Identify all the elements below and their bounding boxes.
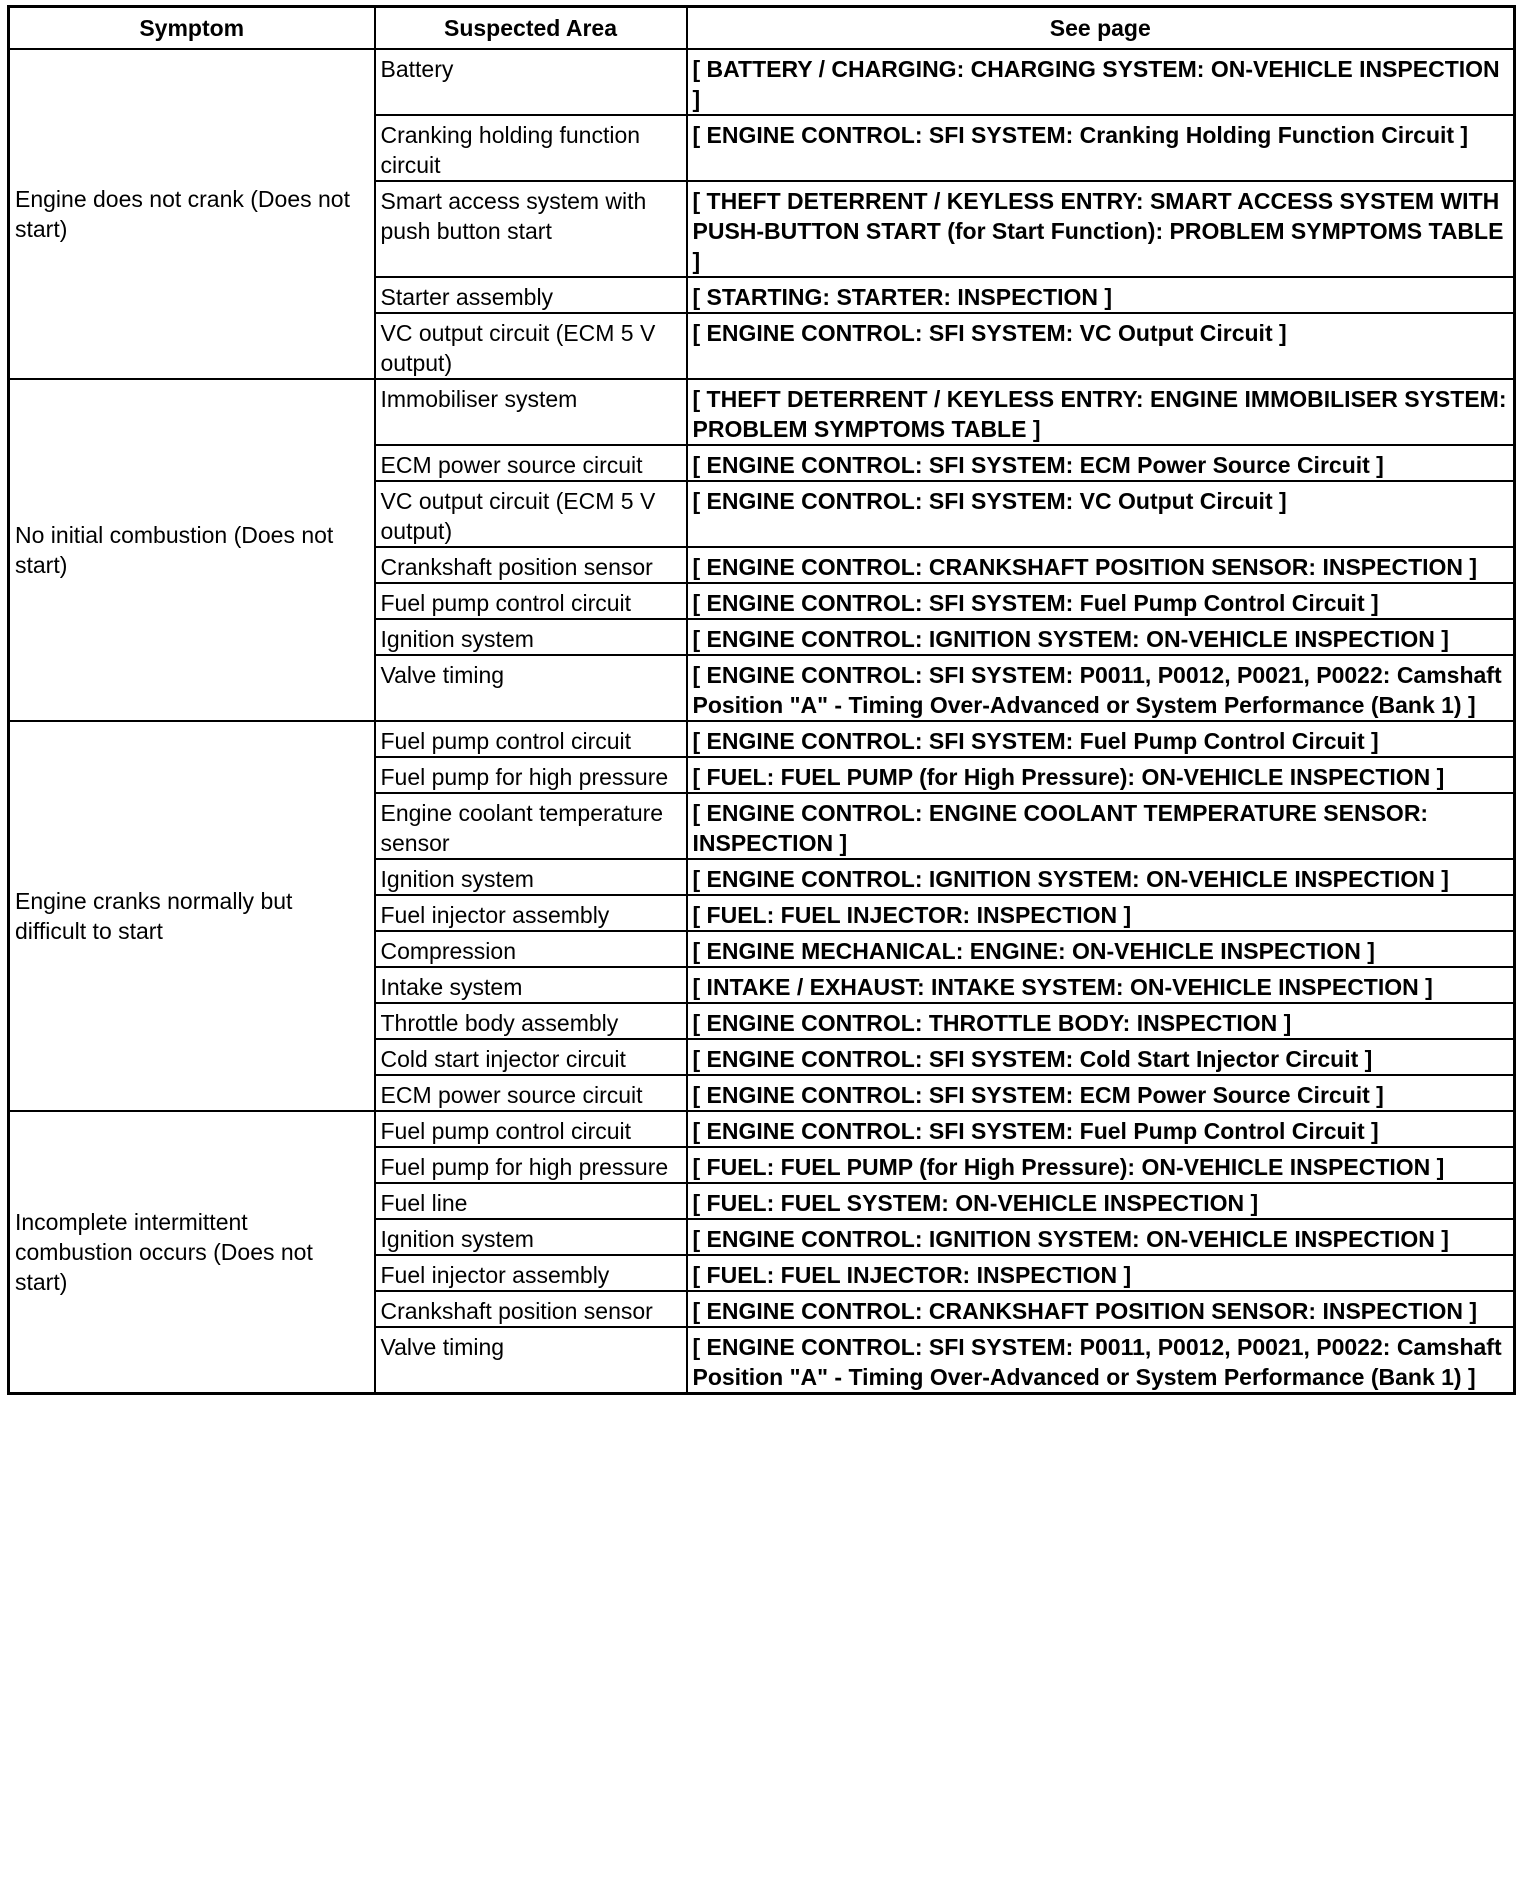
suspected-area-cell: Fuel injector assembly (375, 895, 687, 931)
see-page-link[interactable]: [ FUEL: FUEL PUMP (for High Pressure): ON-VEHICLE INSPECTION ] (687, 1147, 1515, 1183)
symptom-cell: Incomplete intermittent combustion occurs (Does not start) (9, 1111, 375, 1394)
header-suspected-area: Suspected Area (375, 7, 687, 50)
suspected-area-cell: Fuel pump for high pressure (375, 1147, 687, 1183)
suspected-area-cell: Fuel pump control circuit (375, 583, 687, 619)
suspected-area-cell: Ignition system (375, 619, 687, 655)
problem-symptoms-table (7, 5, 1516, 1395)
symptom-cell: Engine cranks normally but difficult to start (9, 721, 375, 1111)
table-row (9, 721, 1515, 757)
see-page-link[interactable]: [ ENGINE CONTROL: SFI SYSTEM: Cranking Holding Function Circuit ] (687, 115, 1515, 181)
see-page-link[interactable]: [ ENGINE CONTROL: SFI SYSTEM: VC Output Circuit ] (687, 313, 1515, 379)
see-page-link[interactable]: [ ENGINE CONTROL: SFI SYSTEM: ECM Power Source Circuit ] (687, 445, 1515, 481)
see-page-link[interactable]: [ ENGINE MECHANICAL: ENGINE: ON-VEHICLE INSPECTION ] (687, 931, 1515, 967)
symptom-cell: Engine does not crank (Does not start) (9, 49, 375, 379)
header-see-page: See page (687, 7, 1515, 50)
see-page-link[interactable]: [ ENGINE CONTROL: SFI SYSTEM: VC Output Circuit ] (687, 481, 1515, 547)
see-page-link[interactable]: [ ENGINE CONTROL: THROTTLE BODY: INSPECTION ] (687, 1003, 1515, 1039)
header-symptom: Symptom (9, 7, 375, 50)
suspected-area-cell: Ignition system (375, 1219, 687, 1255)
see-page-link[interactable]: [ ENGINE CONTROL: ENGINE COOLANT TEMPERATURE SENSOR: INSPECTION ] (687, 793, 1515, 859)
table-header (9, 7, 1515, 50)
see-page-link[interactable]: [ INTAKE / EXHAUST: INTAKE SYSTEM: ON-VEHICLE INSPECTION ] (687, 967, 1515, 1003)
see-page-link[interactable]: [ THEFT DETERRENT / KEYLESS ENTRY: ENGINE IMMOBILISER SYSTEM: PROBLEM SYMPTOMS TABLE ] (687, 379, 1515, 445)
table-row (9, 49, 1515, 115)
suspected-area-cell: Crankshaft position sensor (375, 1291, 687, 1327)
see-page-link[interactable]: [ ENGINE CONTROL: IGNITION SYSTEM: ON-VEHICLE INSPECTION ] (687, 619, 1515, 655)
suspected-area-cell: Fuel injector assembly (375, 1255, 687, 1291)
see-page-link[interactable]: [ FUEL: FUEL INJECTOR: INSPECTION ] (687, 895, 1515, 931)
suspected-area-cell: Compression (375, 931, 687, 967)
symptom-cell: No initial combustion (Does not start) (9, 379, 375, 721)
see-page-link[interactable]: [ ENGINE CONTROL: SFI SYSTEM: Fuel Pump Control Circuit ] (687, 721, 1515, 757)
suspected-area-cell: Intake system (375, 967, 687, 1003)
header-row (9, 7, 1515, 50)
table-body (9, 49, 1515, 1394)
suspected-area-cell: Fuel pump control circuit (375, 1111, 687, 1147)
see-page-link[interactable]: [ FUEL: FUEL INJECTOR: INSPECTION ] (687, 1255, 1515, 1291)
suspected-area-cell: Valve timing (375, 1327, 687, 1394)
see-page-link[interactable]: [ ENGINE CONTROL: SFI SYSTEM: Fuel Pump Control Circuit ] (687, 1111, 1515, 1147)
suspected-area-cell: Engine coolant temperature sensor (375, 793, 687, 859)
see-page-link[interactable]: [ STARTING: STARTER: INSPECTION ] (687, 277, 1515, 313)
suspected-area-cell: VC output circuit (ECM 5 V output) (375, 481, 687, 547)
see-page-link[interactable]: [ BATTERY / CHARGING: CHARGING SYSTEM: ON-VEHICLE INSPECTION ] (687, 49, 1515, 115)
suspected-area-cell: Crankshaft position sensor (375, 547, 687, 583)
see-page-link[interactable]: [ ENGINE CONTROL: SFI SYSTEM: Fuel Pump Control Circuit ] (687, 583, 1515, 619)
suspected-area-cell: ECM power source circuit (375, 445, 687, 481)
table-row (9, 1111, 1515, 1147)
suspected-area-cell: ECM power source circuit (375, 1075, 687, 1111)
problem-symptoms-table-container (7, 5, 1513, 1395)
suspected-area-cell: Battery (375, 49, 687, 115)
see-page-link[interactable]: [ ENGINE CONTROL: CRANKSHAFT POSITION SENSOR: INSPECTION ] (687, 1291, 1515, 1327)
see-page-link[interactable]: [ ENGINE CONTROL: SFI SYSTEM: ECM Power Source Circuit ] (687, 1075, 1515, 1111)
see-page-link[interactable]: [ ENGINE CONTROL: IGNITION SYSTEM: ON-VEHICLE INSPECTION ] (687, 1219, 1515, 1255)
suspected-area-cell: Immobiliser system (375, 379, 687, 445)
suspected-area-cell: Smart access system with push button start (375, 181, 687, 277)
suspected-area-cell: Ignition system (375, 859, 687, 895)
suspected-area-cell: Fuel pump control circuit (375, 721, 687, 757)
see-page-link[interactable]: [ ENGINE CONTROL: SFI SYSTEM: Cold Start Injector Circuit ] (687, 1039, 1515, 1075)
suspected-area-cell: Fuel pump for high pressure (375, 757, 687, 793)
table-row (9, 379, 1515, 445)
suspected-area-cell: Valve timing (375, 655, 687, 721)
see-page-link[interactable]: [ ENGINE CONTROL: SFI SYSTEM: P0011, P0012, P0021, P0022: Camshaft Position "A" - Timing Over-Advanced or System Performance (Bank 1) ] (687, 655, 1515, 721)
see-page-link[interactable]: [ THEFT DETERRENT / KEYLESS ENTRY: SMART ACCESS SYSTEM WITH PUSH-BUTTON START (for Start Function): PROBLEM SYMPTOMS TABLE ] (687, 181, 1515, 277)
see-page-link[interactable]: [ ENGINE CONTROL: IGNITION SYSTEM: ON-VEHICLE INSPECTION ] (687, 859, 1515, 895)
suspected-area-cell: Cold start injector circuit (375, 1039, 687, 1075)
see-page-link[interactable]: [ FUEL: FUEL PUMP (for High Pressure): ON-VEHICLE INSPECTION ] (687, 757, 1515, 793)
suspected-area-cell: Cranking holding function circuit (375, 115, 687, 181)
see-page-link[interactable]: [ ENGINE CONTROL: SFI SYSTEM: P0011, P0012, P0021, P0022: Camshaft Position "A" - Timing Over-Advanced or System Performance (Bank 1) ] (687, 1327, 1515, 1394)
see-page-link[interactable]: [ ENGINE CONTROL: CRANKSHAFT POSITION SENSOR: INSPECTION ] (687, 547, 1515, 583)
see-page-link[interactable]: [ FUEL: FUEL SYSTEM: ON-VEHICLE INSPECTION ] (687, 1183, 1515, 1219)
suspected-area-cell: Starter assembly (375, 277, 687, 313)
suspected-area-cell: Fuel line (375, 1183, 687, 1219)
suspected-area-cell: VC output circuit (ECM 5 V output) (375, 313, 687, 379)
suspected-area-cell: Throttle body assembly (375, 1003, 687, 1039)
